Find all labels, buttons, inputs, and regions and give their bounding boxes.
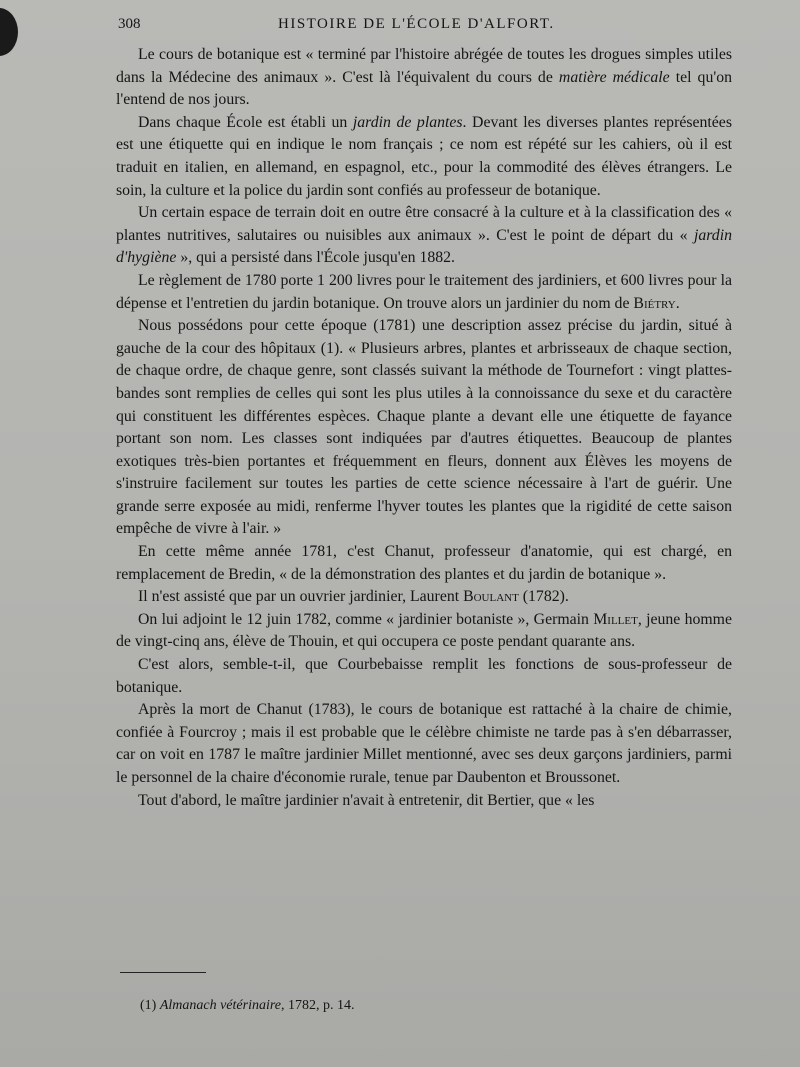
- paragraph-text: Le règlement de 1780 porte 1 200 livres pour le traitement des jardiniers, et 600 livres pour la dépense et l'entretien du jardin botanique. On trouve alors un jardinier du nom de: [116, 271, 732, 312]
- paragraph-text: Le cours de botanique est « terminé par l'histoire abrégée de toutes les drogues simples utiles dans la Médecine des animaux ». C'est là l'équivalent du cours de: [116, 46, 732, 86]
- paragraph: [116, 270, 732, 315]
- paragraph-text: Il n'est assisté que par un ouvrier jardinier, Laurent: [138, 588, 464, 606]
- paragraph: [116, 315, 732, 541]
- paragraph: [116, 586, 732, 609]
- paragraph-text: Dans chaque École est établi un: [138, 113, 353, 131]
- page-header: [118, 14, 758, 36]
- paragraph-text: En cette même année 1781, c'est Chanut, professeur d'anatomie, qui est chargé, en remplacement de Bredin, « de la démonstration des plantes et du jardin de botanique ».: [116, 543, 732, 583]
- footnote-marker: (1): [140, 998, 157, 1013]
- paragraph: [116, 112, 732, 202]
- italic-text: jardin d'hygiène: [116, 226, 732, 267]
- paragraph-text: .: [675, 294, 680, 312]
- paragraph-text: Après la mort de Chanut (1783), le cours de botanique est rattaché à la chaire de chimie, confiée à Fourcroy ; mais il est probable que le célèbre chimiste ne tarde pas à s'en débarrasser, car on voit en 1787 le maître jardinier Millet mentionné, avec ses deux garçons jardiniers, parmi le personnel de la chaire d'économie rurale, tenue par Daubenton et Broussonet.: [116, 701, 732, 786]
- page-number: 308: [118, 16, 141, 32]
- paragraph-text: . Devant les diverses plantes représentées est une étiquette qui en indique le nom français ; ce nom est répété sur les cahiers, où il est traduit en italien, en allemand, en espagnol, etc., pour la commodité des élèves étrangers. Le soin, la culture et la police du jardin sont confiés au professeur de botanique.: [116, 113, 732, 199]
- italic-text: jardin de plantes: [352, 113, 463, 131]
- paragraph-text: On lui adjoint le 12 juin 1782, comme « jardinier botaniste », Germain: [138, 610, 594, 628]
- paragraph-text: Nous possédons pour cette époque (1781) une description assez précise du jardin, situé à gauche de la cour des hôpitaux (1). « Plusieurs arbres, plantes et arbrisseaux de chaque section, de chaque ordre, de chaque genre, sont classés suivant la méthode de Tournefort : vingt plattes-bandes sont remplies de celles qui sont les plus utiles à la connoissance du sexe et du caractère qui constituent les différentes espèces. Chaque plante a devant elle une étiquette de fayance portant son nom. Les classes sont indiquées par d'autres étiquettes. Beaucoup de plantes exotiques très-bien portantes et fréquemment en fleurs, donnent aux Élèves les moyens de s'instruire facilement sur toutes les parties de cette science nécessaire à l'art de guérir. Une grande serre exposée au midi, renferme l'hyver toutes les plantes que la rigidité de cette saison empêche de vivre à l'air. »: [116, 317, 732, 538]
- paragraph-text: tel qu'on l'entend de nos jours.: [116, 68, 732, 109]
- paragraph: [116, 44, 732, 112]
- paragraph: [116, 654, 732, 699]
- footnote: [140, 998, 355, 1014]
- small-caps-name: Boulant: [463, 588, 519, 606]
- paragraph: [116, 699, 732, 789]
- body-text: [116, 44, 732, 812]
- paragraph-text: C'est alors, semble-t-il, que Courbebaisse remplit les fonctions de sous-professeur de botanique.: [116, 656, 732, 696]
- paragraph: [116, 790, 732, 813]
- page-corner-shadow: [0, 8, 18, 56]
- italic-text: matière médicale: [558, 68, 670, 86]
- paragraph-text: Un certain espace de terrain doit en outre être consacré à la culture et à la classification des « plantes nutritives, salutaires ou nuisibles aux animaux ». C'est le point de départ du «: [116, 204, 732, 244]
- paragraph-text: (1782).: [518, 588, 569, 606]
- small-caps-name: Millet: [593, 610, 638, 628]
- paragraph: [116, 609, 732, 654]
- footnote-rule: [120, 972, 206, 973]
- running-title: HISTOIRE DE L'ÉCOLE D'ALFORT.: [278, 16, 555, 32]
- footnote-source: Almanach vétérinaire: [159, 998, 281, 1013]
- small-caps-name: Biétry: [633, 294, 676, 312]
- paragraph-text: », qui a persisté dans l'École jusqu'en 1882.: [176, 249, 455, 267]
- footnote-rest: , 1782, p. 14.: [281, 998, 355, 1013]
- paragraph: [116, 202, 732, 270]
- paragraph-text: Tout d'abord, le maître jardinier n'avait à entretenir, dit Bertier, que « les: [138, 791, 595, 809]
- paragraph-text: , jeune homme de vingt-cinq ans, élève de Thouin, et qui occupera ce poste pendant quarante ans.: [116, 610, 732, 651]
- paragraph: [116, 541, 732, 586]
